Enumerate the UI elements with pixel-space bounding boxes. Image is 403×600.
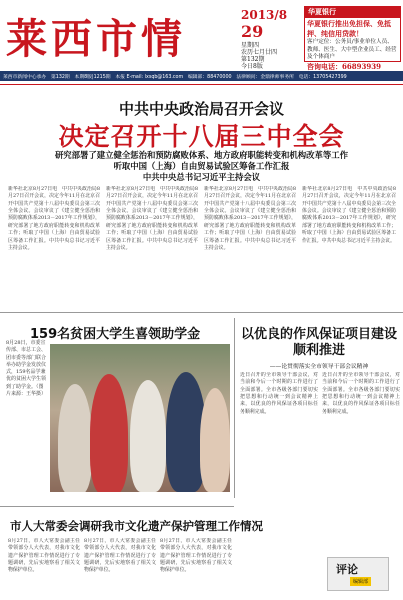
- lead-column: 新华社北京8月27日电 中共中央政治局8月27日召开会议，决定今年11月在北京召开中国共产党第十八届中央委员会第三次全体会议。会议审议了《建立健全惩治和预防腐败体系2013－2017年工作规划》，研究部署了地方政府职能转变和机构改革工作；听取了中国（上海）自由贸易试验区筹备工作汇报。中共中央总书记习近平主持会议。: [302, 186, 396, 244]
- date-day: 29: [241, 22, 264, 42]
- editorial-column: 近日召开的全市领导干部会议，对当前和今后一个时期的工作进行了全面部署。全市各级各部门要切实把思想和行动统一到会议精神上来，以优良的作风保证各项目标任务顺利完成。: [322, 372, 400, 415]
- masthead: [0, 0, 403, 78]
- divider: [0, 84, 403, 85]
- divider: [234, 318, 235, 498]
- students-photo: [50, 344, 230, 492]
- ad-phone: 咨询电话：66893939: [307, 61, 381, 71]
- date-line: 星期四: [241, 41, 260, 49]
- bottom-column: 8月27日，市人大常委会副主任带领部分人大代表，对我市文化遗产保护管理工作情况进行了专题调研，先后实地察看了相关文物保护单位。: [160, 538, 232, 574]
- lead-column: 新华社北京8月27日电 中共中央政治局8月27日召开会议，决定今年11月在北京召开中国共产党第十八届中央委员会第三次全体会议。会议审议了《建立健全惩治和预防腐败体系2013－2017年工作规划》，研究部署了地方政府职能转变和机构改革工作；听取了中国（上海）自由贸易试验区筹备工作汇报。中共中央总书记习近平主持会议。: [106, 186, 198, 251]
- editorial-column: 近日召开的全市领导干部会议，对当前和今后一个时期的工作进行了全面部署。全市各级各部门要切实把思想和行动统一到会议精神上来，以优良的作风保证各项目标任务顺利完成。: [240, 372, 318, 415]
- lead-column: 新华社北京8月27日电 中共中央政治局8月27日召开会议，决定今年11月在北京召开中国共产党第十八届中央委员会第三次全体会议。会议审议了《建立健全惩治和预防腐败体系2013－2017年工作规划》，研究部署了地方政府职能转变和机构改革工作；听取了中国（上海）自由贸易试验区筹备工作汇报。中共中央总书记习近平主持会议。: [204, 186, 296, 251]
- comment-tag: 编辑部: [350, 577, 371, 586]
- bank-logo-text: 华夏银行: [305, 7, 400, 18]
- issue-date-box: [241, 8, 299, 71]
- bottom-headline: 市人大常委会调研我市文化遗产保护管理工作情况: [10, 519, 263, 533]
- editorial-subtitle: ——论贯彻落实全市领导干部会议精神: [269, 364, 369, 370]
- divider: [0, 506, 234, 507]
- date-year: 2013/8: [241, 8, 288, 22]
- bottom-column: 8月27日，市人大常委会副主任带领部分人大代表，对我市文化遗产保护管理工作情况进行了专题调研，先后实地察看了相关文物保护单位。: [84, 538, 156, 574]
- lead-headline: 决定召开十八届三中全会: [58, 122, 345, 151]
- photo-caption: 8月28日，市委宣传部、市总工会、团市委等部门联合举办助学金发放仪式，159名品学兼优的贫困大学生领到了助学金。（图片来源：王华摄）: [6, 340, 47, 397]
- date-line: 今日8版: [241, 63, 263, 71]
- bank-advertisement: [304, 6, 401, 71]
- lead-subhead: 研究部署了建立健全惩治和预防腐败体系、地方政府职能转变和机构改革等工作: [54, 150, 349, 160]
- lead-subhead: 听取中国（上海）自由贸易试验区筹备工作汇报: [113, 161, 290, 171]
- lead-subhead: 中共中央总书记习近平主持会议: [142, 172, 261, 182]
- editorial-headline: 以优良的作风保证项目建设顺利推进: [240, 327, 397, 359]
- comment-badge: [327, 557, 389, 591]
- date-line: 第132期: [241, 55, 265, 63]
- date-line: 农历七月廿四: [241, 48, 278, 56]
- bottom-column: 8月27日，市人大常委会副主任带领部分人大代表，对我市文化遗产保护管理工作情况进行了专题调研，先后实地察看了相关文物保护单位。: [8, 538, 80, 574]
- lead-column: 新华社北京8月27日电 中共中央政治局8月27日召开会议，决定今年11月在北京召开中国共产党第十八届中央委员会第三次全体会议。会议审议了《建立健全惩治和预防腐败体系2013－2017年工作规划》，研究部署了地方政府职能转变和机构改革工作；听取了中国（上海）自由贸易试验区筹备工作汇报。中共中央总书记习近平主持会议。: [8, 186, 100, 251]
- ad-text: 客户定位：公务员/事业单位人员、教师、医生、大中型企业员工、经营及个体商户: [307, 39, 397, 61]
- comment-label: 评论: [336, 563, 358, 576]
- ad-promo: 华夏银行推出免担保、免抵押、纯信用贷款！: [307, 19, 391, 38]
- newspaper-title: 莱西市情: [6, 15, 186, 63]
- info-bar: 莱西市新闻中心承办 第132期 本期8版|1215期 本报 E-mail: lxsqb@163.com 编辑部：88470000 法律顾问：金鼎律师事务所 电话：13705427399: [0, 71, 403, 81]
- divider: [0, 312, 403, 313]
- students-headline: 159名贫困大学生喜领助学金: [30, 327, 201, 342]
- lead-kicker: 中共中央政治局召开会议: [118, 100, 284, 118]
